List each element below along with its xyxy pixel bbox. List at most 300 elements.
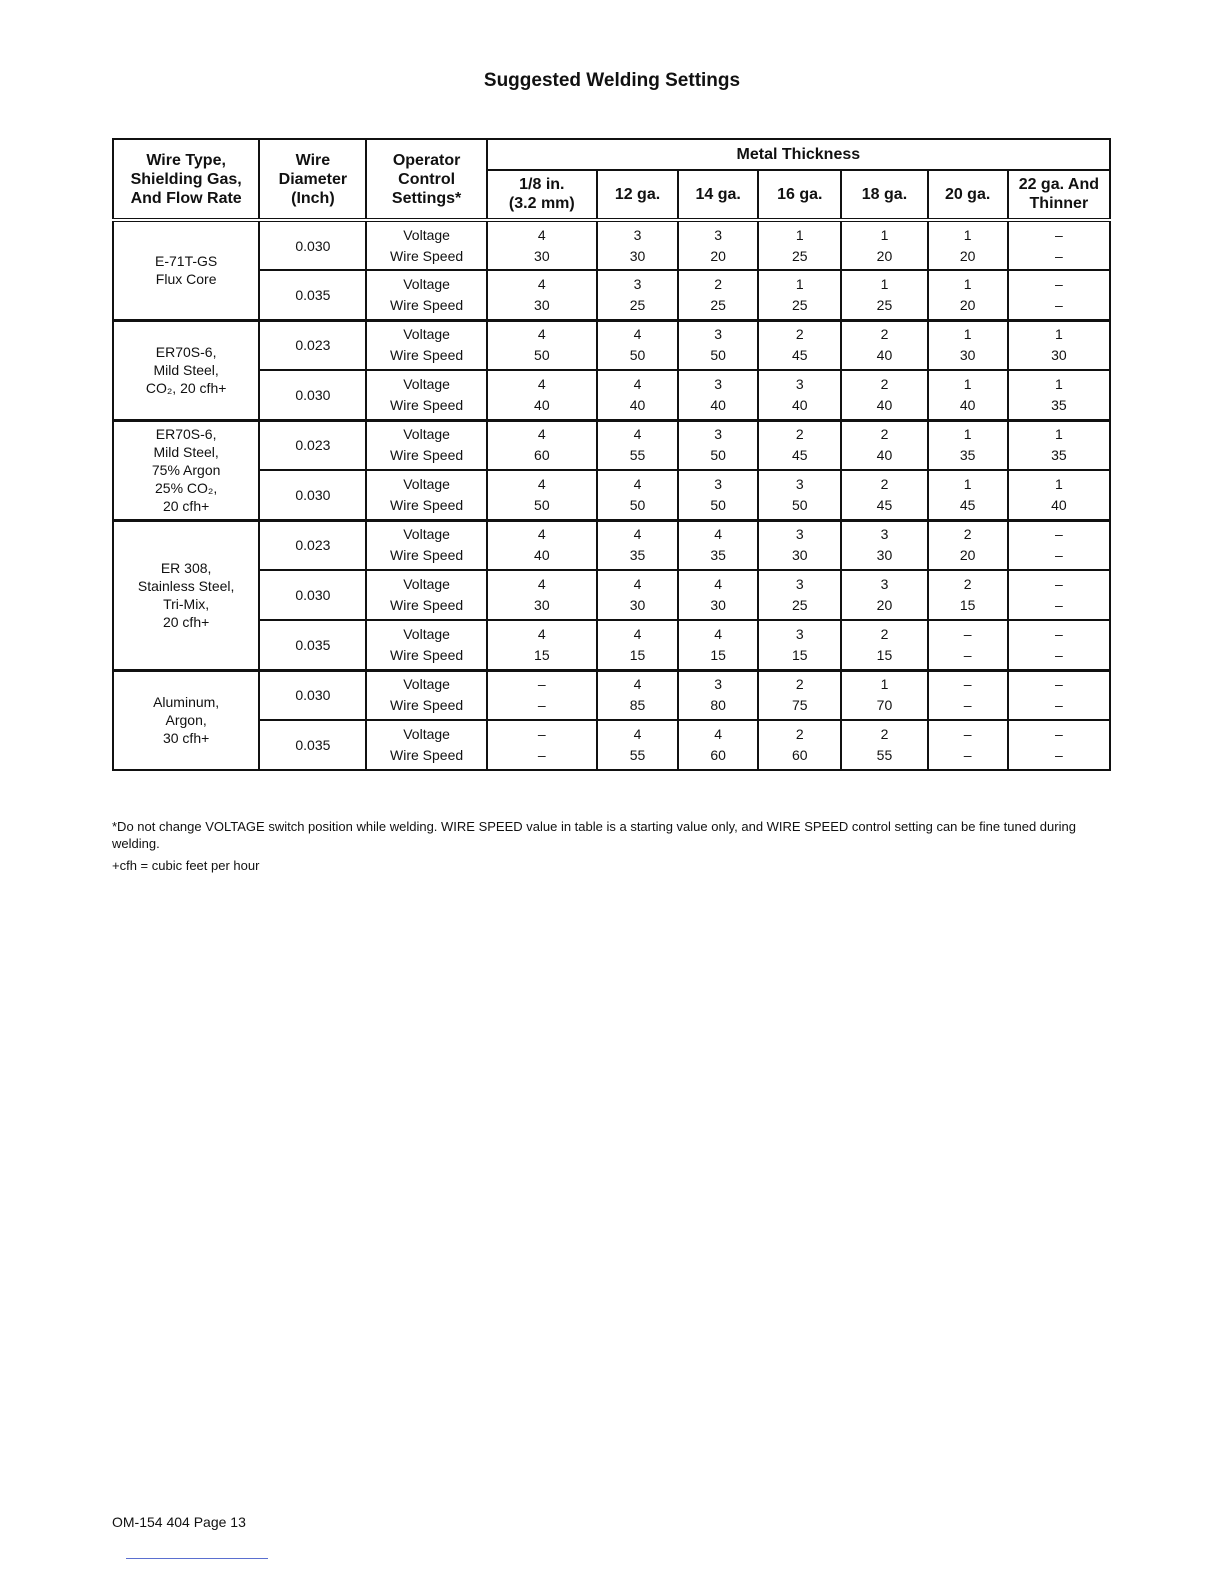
cell-line: (Inch) — [291, 189, 335, 207]
voltage-value: 4 — [633, 475, 642, 492]
wire-speed-value: – — [1054, 646, 1063, 663]
header-row-top — [113, 139, 1110, 170]
voltage-value: 3 — [714, 475, 723, 492]
cell-line: Shielding Gas, — [130, 170, 242, 188]
voltage-value: 3 — [633, 275, 642, 292]
wire-speed-value: – — [1054, 697, 1063, 714]
value-cell — [678, 320, 758, 370]
wire-speed-value: 25 — [792, 597, 808, 613]
voltage-value: 3 — [795, 375, 804, 392]
value-cell — [597, 370, 678, 420]
value-cell — [841, 570, 927, 620]
voltage-value: 4 — [537, 375, 546, 392]
cell-line: Wire Speed — [390, 296, 464, 313]
wire-speed-value: 35 — [1051, 447, 1067, 464]
cell-line: Diameter — [278, 170, 348, 188]
wire-speed-value: 25 — [792, 296, 808, 313]
cell-line: 20 cfh+ — [162, 614, 210, 630]
control-cell — [366, 570, 486, 620]
wire-speed-value: 40 — [876, 447, 893, 464]
value-cell — [597, 620, 678, 670]
value-cell — [758, 570, 841, 620]
wire-speed-value: 75 — [792, 697, 808, 714]
voltage-value: 3 — [795, 526, 804, 543]
cell-line: Voltage — [403, 475, 450, 492]
wire-speed-value: 25 — [710, 296, 726, 313]
table-row — [113, 420, 1110, 470]
voltage-value: 2 — [880, 326, 889, 343]
diameter-cell: 0.023 — [259, 520, 366, 570]
wire-speed-value: 20 — [959, 247, 976, 264]
cell-line: ER70S-6, — [155, 426, 217, 442]
value-cell — [678, 670, 758, 720]
wire-speed-value: 45 — [959, 496, 976, 513]
value-cell — [1008, 370, 1110, 420]
cell-line: Flux Core — [155, 271, 217, 288]
wire-speed-value: 15 — [629, 646, 646, 663]
voltage-value: 2 — [880, 475, 889, 492]
value-cell — [597, 720, 678, 770]
cell-line: 1/8 in. — [519, 176, 565, 194]
footnote-cfh: +cfh = cubic feet per hour — [112, 858, 260, 873]
cell-line: Wire Speed — [390, 496, 464, 513]
wire-speed-value: 35 — [710, 547, 726, 564]
wire-speed-value: 35 — [629, 547, 646, 564]
voltage-value: 1 — [1054, 426, 1063, 443]
wire-speed-value: 20 — [876, 247, 893, 264]
value-cell — [597, 420, 678, 470]
wire-speed-value: 30 — [1051, 347, 1067, 364]
value-cell — [597, 520, 678, 570]
voltage-value: 3 — [795, 625, 804, 642]
control-cell — [366, 720, 486, 770]
wire-speed-value: 15 — [710, 646, 726, 663]
cell-line: E-71T-GS — [155, 253, 218, 270]
table-row — [113, 670, 1110, 720]
header-operator-control — [366, 139, 486, 220]
voltage-value: 4 — [633, 426, 642, 443]
value-cell — [678, 720, 758, 770]
value-cell — [841, 220, 927, 270]
header-thickness-0 — [487, 170, 597, 220]
wire-speed-value: 55 — [876, 747, 893, 763]
value-cell — [928, 470, 1008, 520]
wire-speed-value: 30 — [629, 247, 646, 264]
wire-speed-value: 15 — [959, 597, 976, 613]
wire-speed-value: 20 — [959, 547, 976, 564]
voltage-value: 1 — [795, 226, 804, 243]
wire-speed-value: 50 — [710, 447, 726, 464]
wire-speed-value: 25 — [629, 296, 646, 313]
voltage-value: 3 — [714, 375, 723, 392]
value-cell — [758, 470, 841, 520]
control-cell — [366, 320, 486, 370]
value-cell — [841, 720, 927, 770]
diameter-cell: 0.030 — [259, 370, 366, 420]
wire-speed-value: 15 — [792, 646, 808, 663]
cell-line: Thinner — [1029, 195, 1089, 213]
control-cell — [366, 520, 486, 570]
value-cell — [597, 320, 678, 370]
voltage-value: 4 — [537, 625, 546, 642]
voltage-value: 1 — [963, 226, 972, 243]
table-row — [113, 620, 1110, 670]
wire-speed-value: 40 — [710, 396, 726, 413]
wire-speed-value: – — [1054, 247, 1063, 264]
cell-line: Wire Speed — [390, 547, 464, 564]
wire-speed-value: 30 — [534, 247, 550, 264]
value-cell — [928, 520, 1008, 570]
wire-speed-value: 40 — [629, 396, 646, 413]
voltage-value: 4 — [714, 625, 723, 642]
diameter-cell: 0.035 — [259, 720, 366, 770]
value-cell — [758, 720, 841, 770]
cell-line: Argon, — [165, 712, 207, 729]
cell-line: Voltage — [403, 526, 450, 543]
value-cell — [841, 270, 927, 320]
control-cell — [366, 370, 486, 420]
value-cell — [1008, 420, 1110, 470]
cell-line: Wire Type, — [146, 151, 226, 169]
wire-speed-value: 30 — [876, 547, 893, 564]
value-cell — [597, 470, 678, 520]
voltage-value: 4 — [633, 676, 642, 693]
table-row — [113, 270, 1110, 320]
diameter-cell: 0.030 — [259, 470, 366, 520]
wire-speed-value: – — [537, 747, 546, 763]
wire-speed-value: 60 — [792, 747, 808, 763]
voltage-value: – — [537, 676, 546, 693]
voltage-value: 2 — [880, 726, 889, 742]
welding-settings-table — [112, 138, 1111, 771]
wire-speed-value: 30 — [792, 547, 808, 564]
control-cell — [366, 470, 486, 520]
value-cell — [928, 570, 1008, 620]
diameter-cell: 0.030 — [259, 670, 366, 720]
wire-speed-value: 45 — [792, 347, 808, 364]
voltage-value: – — [1054, 275, 1063, 292]
control-cell — [366, 220, 486, 270]
value-cell — [841, 620, 927, 670]
value-cell — [841, 320, 927, 370]
value-cell — [487, 420, 597, 470]
cell-line: Voltage — [403, 676, 450, 693]
wire-speed-value: 80 — [710, 697, 726, 714]
voltage-value: 4 — [633, 326, 642, 343]
value-cell — [487, 270, 597, 320]
voltage-value: 2 — [714, 275, 723, 292]
control-cell — [366, 270, 486, 320]
wire-speed-value: – — [537, 697, 546, 714]
value-cell — [487, 220, 597, 270]
wire-speed-value: 45 — [792, 447, 808, 464]
cell-line: 22 ga. And — [1018, 176, 1099, 194]
header-thickness-6 — [1008, 170, 1110, 220]
cell-line: 14 ga. — [695, 185, 741, 203]
material-cell — [113, 520, 259, 670]
value-cell — [1008, 670, 1110, 720]
cell-line: Wire Speed — [390, 747, 464, 763]
wire-speed-value: – — [1054, 747, 1063, 763]
value-cell — [758, 220, 841, 270]
value-cell — [841, 420, 927, 470]
footnote-voltage: *Do not change VOLTAGE switch position while welding. WIRE SPEED value in table is a starting value only, and WIRE SPEED control setting can be fine tuned during welding. — [112, 819, 1076, 851]
value-cell — [597, 670, 678, 720]
cell-line: 20 ga. — [944, 185, 991, 203]
value-cell — [678, 270, 758, 320]
voltage-value: 4 — [633, 375, 642, 392]
wire-speed-value: 40 — [792, 396, 808, 413]
header-thickness-4 — [841, 170, 927, 220]
cell-line: Operator — [392, 151, 461, 169]
wire-speed-value: 50 — [629, 496, 646, 513]
cell-line: CO₂, 20 cfh+ — [145, 380, 227, 396]
wire-speed-value: 40 — [534, 547, 550, 564]
voltage-value: 1 — [1054, 375, 1063, 392]
value-cell — [928, 420, 1008, 470]
wire-speed-value: 50 — [710, 347, 726, 364]
cell-line: Voltage — [403, 326, 450, 343]
cell-line: ER 308, — [160, 560, 212, 576]
voltage-value: – — [1054, 576, 1063, 592]
cell-line: Wire Speed — [390, 347, 464, 364]
value-cell — [1008, 570, 1110, 620]
value-cell — [928, 370, 1008, 420]
value-cell — [841, 670, 927, 720]
voltage-value: 4 — [537, 326, 546, 343]
value-cell — [487, 520, 597, 570]
cell-line: Tri-Mix, — [163, 596, 210, 612]
voltage-value: 2 — [795, 676, 804, 693]
voltage-value: 4 — [714, 576, 723, 592]
table-row — [113, 570, 1110, 620]
voltage-value: 4 — [537, 426, 546, 443]
value-cell — [928, 720, 1008, 770]
value-cell — [928, 670, 1008, 720]
value-cell — [841, 520, 927, 570]
wire-speed-value: 40 — [876, 396, 893, 413]
voltage-value: – — [963, 676, 972, 693]
wire-speed-value: 30 — [710, 597, 726, 613]
voltage-value: 4 — [714, 526, 723, 543]
value-cell — [758, 670, 841, 720]
value-cell — [487, 720, 597, 770]
value-cell — [758, 420, 841, 470]
table-row — [113, 470, 1110, 520]
value-cell — [928, 320, 1008, 370]
voltage-value: 4 — [537, 526, 546, 543]
voltage-value: 3 — [714, 226, 723, 243]
cell-line: Wire Speed — [390, 447, 464, 464]
table-row — [113, 370, 1110, 420]
cell-line: Mild Steel, — [153, 444, 219, 460]
wire-speed-value: 30 — [629, 597, 646, 613]
value-cell — [487, 620, 597, 670]
table-row — [113, 520, 1110, 570]
voltage-value: 4 — [633, 625, 642, 642]
wire-speed-value: 70 — [876, 697, 893, 714]
diameter-cell: 0.035 — [259, 620, 366, 670]
value-cell — [597, 270, 678, 320]
footer-rule — [126, 1558, 268, 1559]
wire-speed-value: 35 — [1051, 396, 1067, 413]
cell-line: Wire Speed — [390, 396, 464, 413]
voltage-value: 1 — [1054, 326, 1063, 343]
value-cell — [758, 370, 841, 420]
wire-speed-value: 30 — [534, 296, 550, 313]
material-cell — [113, 220, 259, 320]
value-cell — [928, 270, 1008, 320]
voltage-value: 2 — [880, 625, 889, 642]
voltage-value: 4 — [537, 275, 546, 292]
voltage-value: 3 — [880, 526, 889, 543]
diameter-cell: 0.035 — [259, 270, 366, 320]
wire-speed-value: 20 — [959, 296, 976, 313]
voltage-value: 4 — [537, 226, 546, 243]
cell-line: Wire Speed — [390, 646, 464, 663]
voltage-value: 1 — [795, 275, 804, 292]
cell-line: Voltage — [403, 426, 450, 443]
wire-speed-value: 15 — [534, 646, 550, 663]
value-cell — [487, 670, 597, 720]
value-cell — [1008, 620, 1110, 670]
cell-line: ER70S-6, — [155, 344, 217, 360]
cell-line: Voltage — [403, 375, 450, 392]
value-cell — [678, 620, 758, 670]
voltage-value: 3 — [633, 226, 642, 243]
cell-line: Control — [398, 170, 456, 188]
voltage-value: 1 — [880, 676, 889, 693]
voltage-value: 3 — [795, 475, 804, 492]
wire-speed-value: – — [1054, 547, 1063, 564]
header-metal-thickness: Metal Thickness — [487, 139, 1110, 170]
value-cell — [758, 620, 841, 670]
voltage-value: – — [1054, 726, 1063, 742]
material-cell — [113, 320, 259, 420]
value-cell — [841, 370, 927, 420]
wire-speed-value: 30 — [959, 347, 976, 364]
voltage-value: 3 — [714, 426, 723, 443]
wire-speed-value: 40 — [1051, 496, 1067, 513]
voltage-value: – — [963, 625, 972, 642]
wire-speed-value: 40 — [876, 347, 893, 364]
wire-speed-value: 25 — [876, 296, 893, 313]
cell-line: 16 ga. — [777, 185, 823, 203]
value-cell — [678, 420, 758, 470]
wire-speed-value: 50 — [534, 347, 550, 364]
wire-speed-value: 25 — [792, 247, 808, 264]
voltage-value: 1 — [963, 475, 972, 492]
value-cell — [678, 470, 758, 520]
voltage-value: 2 — [795, 426, 804, 443]
header-wire-diameter — [259, 139, 366, 220]
voltage-value: – — [1054, 526, 1063, 543]
value-cell — [487, 570, 597, 620]
voltage-value: 4 — [633, 576, 642, 592]
header-thickness-5 — [928, 170, 1008, 220]
voltage-value: 2 — [880, 375, 889, 392]
value-cell — [841, 470, 927, 520]
wire-speed-value: 35 — [959, 447, 976, 464]
diameter-cell: 0.030 — [259, 570, 366, 620]
wire-speed-value: 20 — [876, 597, 893, 613]
value-cell — [678, 520, 758, 570]
cell-line: Voltage — [403, 576, 450, 592]
wire-speed-value: 15 — [876, 646, 893, 663]
voltage-value: 4 — [537, 475, 546, 492]
voltage-value: 1 — [963, 275, 972, 292]
voltage-value: 1 — [880, 275, 889, 292]
wire-speed-value: – — [963, 747, 972, 763]
voltage-value: 3 — [714, 676, 723, 693]
voltage-value: – — [537, 726, 546, 742]
value-cell — [597, 220, 678, 270]
value-cell — [928, 220, 1008, 270]
voltage-value: 4 — [633, 726, 642, 742]
cell-line: Wire Speed — [390, 247, 464, 264]
cell-line: Wire Speed — [390, 597, 464, 613]
value-cell — [1008, 220, 1110, 270]
wire-speed-value: – — [963, 697, 972, 714]
voltage-value: – — [1054, 625, 1063, 642]
cell-line: And Flow Rate — [130, 189, 242, 207]
wire-speed-value: 50 — [629, 347, 646, 364]
value-cell — [487, 470, 597, 520]
material-cell — [113, 670, 259, 770]
voltage-value: – — [963, 726, 972, 742]
voltage-value: 3 — [714, 326, 723, 343]
value-cell — [1008, 320, 1110, 370]
diameter-cell: 0.030 — [259, 220, 366, 270]
cell-line: 20 cfh+ — [162, 498, 210, 514]
material-cell — [113, 420, 259, 520]
wire-speed-value: 40 — [534, 396, 550, 413]
cell-line: Mild Steel, — [153, 362, 219, 378]
voltage-value: 1 — [963, 326, 972, 343]
cell-line: 30 cfh+ — [162, 730, 210, 747]
value-cell — [487, 370, 597, 420]
cell-line: Voltage — [403, 226, 450, 243]
value-cell — [597, 570, 678, 620]
value-cell — [758, 520, 841, 570]
wire-speed-value: 20 — [710, 247, 726, 264]
value-cell — [487, 320, 597, 370]
voltage-value: – — [1054, 676, 1063, 693]
cell-line: Settings* — [391, 189, 462, 207]
wire-speed-value: – — [963, 646, 972, 663]
voltage-value: 3 — [880, 576, 889, 592]
voltage-value: 1 — [963, 375, 972, 392]
wire-speed-value: 50 — [534, 496, 550, 513]
header-wire-type — [113, 139, 259, 220]
voltage-value: 2 — [963, 526, 972, 543]
wire-speed-value: – — [1054, 296, 1063, 313]
value-cell — [1008, 470, 1110, 520]
control-cell — [366, 420, 486, 470]
wire-speed-value: 40 — [959, 396, 976, 413]
cell-line: 75% Argon — [151, 462, 221, 478]
value-cell — [928, 620, 1008, 670]
cell-line: Aluminum, — [153, 694, 220, 711]
wire-speed-value: 85 — [629, 697, 646, 714]
voltage-value: 4 — [714, 726, 723, 742]
cell-line: Voltage — [403, 726, 450, 742]
header-thickness-1 — [597, 170, 678, 220]
wire-speed-value: 50 — [792, 496, 808, 513]
voltage-value: – — [1054, 226, 1063, 243]
cell-line: Wire Speed — [390, 697, 464, 714]
voltage-value: 1 — [1054, 475, 1063, 492]
